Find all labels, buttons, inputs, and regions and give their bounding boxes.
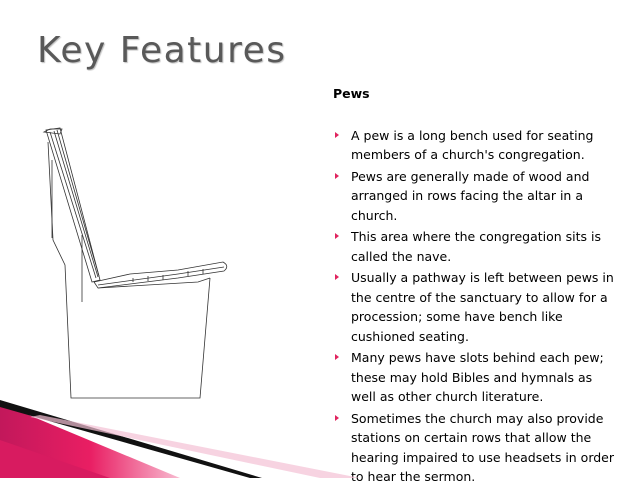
pew-illustration — [38, 120, 238, 405]
triangle-bullet-icon — [335, 233, 339, 239]
triangle-bullet-icon — [335, 274, 339, 280]
bullet-list — [333, 126, 618, 487]
bullet-text: This area where the congregation sits is called the nave. — [351, 229, 602, 264]
bullet-text: Sometimes the church may also provide stations on certain rows that allow the hearing impaired to use headsets in order to hear the sermon. — [351, 410, 615, 484]
list-item — [333, 126, 618, 165]
triangle-bullet-icon — [335, 354, 339, 360]
list-item — [333, 268, 618, 346]
corner-decoration — [0, 395, 360, 478]
list-item — [333, 348, 618, 407]
bullet-text: Many pews have slots behind each pew; these may hold Bibles and hymnals as well as other church literature. — [351, 350, 604, 404]
section-heading: Pews — [333, 86, 370, 101]
bullet-text: Pews are generally made of wood and arranged in rows facing the altar in a church. — [351, 168, 590, 223]
list-item — [333, 227, 618, 266]
bullet-text: A pew is a long bench used for seating members of a church's congregation. — [351, 127, 594, 162]
list-item — [333, 167, 618, 226]
slide-title: Key Features — [37, 30, 287, 71]
triangle-bullet-icon — [335, 132, 339, 138]
triangle-bullet-icon — [335, 173, 339, 179]
list-item — [333, 409, 618, 487]
slide-content — [333, 84, 618, 489]
bullet-text: Usually a pathway is left between pews in the centre of the sanctuary to allow for a procession; some have bench like cushioned seating. — [351, 270, 614, 344]
